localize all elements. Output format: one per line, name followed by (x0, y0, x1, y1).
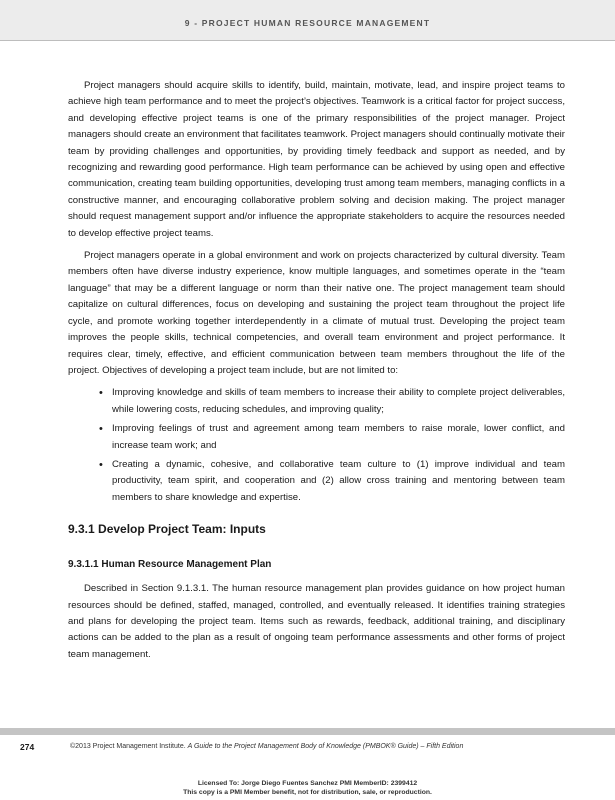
list-item: • Creating a dynamic, cohesive, and collaborative team culture to (1) improve individual and team productivity, team spirit, and cooperation and (2) allow cross training and mentoring between team members to share knowledge and expertise. (112, 457, 565, 506)
section-heading: 9.3.1 Develop Project Team: Inputs (68, 522, 266, 537)
body-paragraph: Project managers should acquire skills to identify, build, maintain, motivate, lead, and inspire project teams to achieve high team performance and to meet the project’s objectives. Teamwork is a critical factor for project success, and developing effective project teams is one of the primary responsibilities of the project manager. Project managers should create an environment that facilitates teamwork. Project managers should continually motivate their team by providing challenges and opportunities, by providing timely feedback and support as needed, and by recognizing and rewarding good performance. High team performance can be achieved by using open and effective communication, creating team building opportunities, developing trust among team members, managing conflicts in a constructive manner, and encouraging collaborative problem solving and decision making. The project manager should request management support and/or influence the appropriate stakeholders to acquire the resources needed to develop effective project teams. (68, 80, 565, 239)
license-notice (0, 779, 615, 797)
subsection-heading: 9.3.1.1 Human Resource Management Plan (68, 559, 272, 571)
page-body (68, 78, 565, 669)
footer-citation (70, 743, 463, 750)
license-line: This copy is a PMI Member benefit, not for distribution, sale, or reproduction. (183, 789, 432, 796)
body-paragraph: Project managers operate in a global environment and work on projects characterized by cultural diversity. Team members often have diverse industry experience, know multiple languages, and sometimes operate in the “team language” that may be a different language or norm than their native one. The project management team should capitalize on cultural differences, focus on developing and sustaining the project team throughout the project life cycle, and promote working together interdependently in a climate of mutual trust. Developing the project team improves the people skills, technical competencies, and overall team environment and project performance. It requires clear, timely, effective, and efficient communication between team members throughout the life of the project. Objectives of developing a project team include, but are not limited to: (68, 250, 565, 376)
copyright-text: ©2013 Project Management Institute. (70, 743, 186, 750)
footer-divider (0, 728, 615, 735)
list-item: • Improving knowledge and skills of team members to increase their ability to complete project deliverables, while lowering costs, reducing schedules, and improving quality; (112, 385, 565, 418)
objectives-list (68, 385, 565, 506)
page-number: 274 (20, 742, 35, 752)
body-paragraph: Described in Section 9.1.3.1. The human resource management plan provides guidance on how project human resources should be defined, staffed, managed, controlled, and eventually released. It identifies training strategies and plans for developing the project team. Items such as rewards, feedback, additional training, and disciplinary actions can be added to the plan as a result of ongoing team performance assessments and other forms of project team management. (68, 583, 565, 660)
chapter-title: 9 - PROJECT HUMAN RESOURCE MANAGEMENT (184, 18, 431, 28)
license-line: Licensed To: Jorge Diego Fuentes Sanchez PMI MemberID: 2399412 (197, 780, 418, 787)
list-item: • Improving feelings of trust and agreement among team members to raise morale, lower conflict, and increase team work; and (112, 421, 565, 454)
book-title: A Guide to the Project Management Body of Knowledge (PMBOK® Guide) – Fifth Edition (187, 743, 464, 750)
page-header (0, 0, 615, 41)
